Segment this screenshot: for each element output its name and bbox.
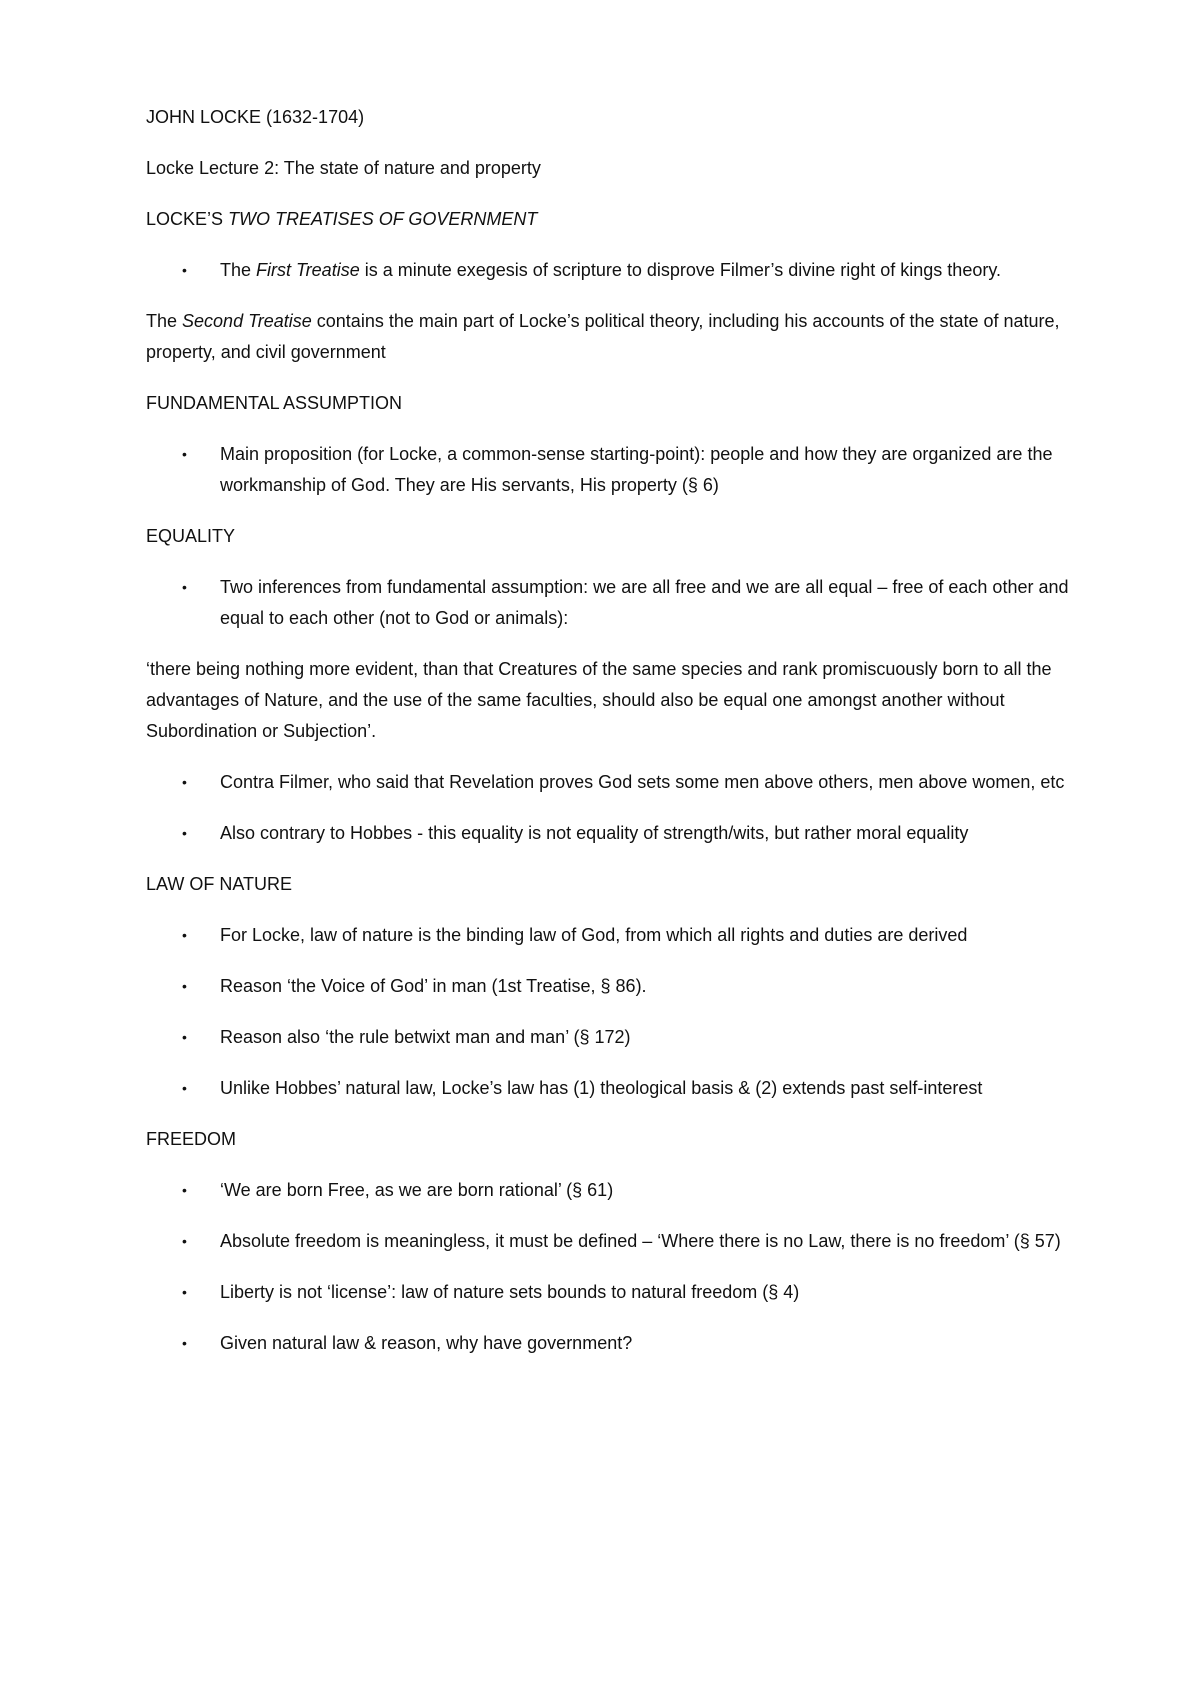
list-item: • Two inferences from fundamental assumption: we are all free and we are all equal – free of each other and equal to each other (not to God or animals): (146, 572, 1076, 634)
second-treatise-title: Second Treatise (182, 311, 312, 331)
document-title: JOHN LOCKE (1632-1704) (146, 107, 365, 127)
list-item: • Contra Filmer, who said that Revelation proves God sets some men above others, men above women, etc (146, 767, 1076, 798)
treatises-heading (146, 204, 1076, 235)
list-item: • Liberty is not ‘license’: law of nature sets bounds to natural freedom (§ 4) (146, 1277, 1076, 1308)
para-text-after: contains the main part of Locke’s political theory, including his accounts of the state of nature, property, and civil government (146, 311, 1060, 362)
document-body (146, 102, 1076, 1379)
first-treatise-title: First Treatise (256, 260, 360, 280)
section-heading-fundamental: FUNDAMENTAL ASSUMPTION (146, 393, 403, 413)
list-item: • Reason ‘the Voice of God’ in man (1st Treatise, § 86). (146, 971, 1076, 1002)
treatises-list (146, 255, 1076, 286)
second-treatise-paragraph (146, 306, 1076, 368)
lecture-subtitle: Locke Lecture 2: The state of nature and property (146, 158, 541, 178)
list-item: • Main proposition (for Locke, a common-sense starting-point): people and how they are organized are the workmanship of God. They are His servants, His property (§ 6) (146, 439, 1076, 501)
section-heading-freedom: FREEDOM (146, 1129, 236, 1149)
section-heading-law-of-nature: LAW OF NATURE (146, 874, 293, 894)
list-item: • Unlike Hobbes’ natural law, Locke’s law has (1) theological basis & (2) extends past self-interest (146, 1073, 1076, 1104)
law-of-nature-list (146, 920, 1076, 1104)
equality-list (146, 572, 1076, 634)
list-item: • ‘We are born Free, as we are born rational’ (§ 61) (146, 1175, 1076, 1206)
fundamental-list (146, 439, 1076, 501)
list-item: • Absolute freedom is meaningless, it must be defined – ‘Where there is no Law, there is no freedom’ (§ 57) (146, 1226, 1076, 1257)
bullet-text-before: The (220, 260, 257, 280)
bullet-text-after: is a minute exegesis of scripture to disprove Filmer’s divine right of kings theory. (359, 260, 1001, 280)
treatises-heading-prefix: LOCKE’S (146, 209, 229, 229)
freedom-list (146, 1175, 1076, 1359)
para-text-before: The (146, 311, 183, 331)
list-item: • For Locke, law of nature is the binding law of God, from which all rights and duties are derived (146, 920, 1076, 951)
list-item (146, 255, 1076, 286)
list-item: • Given natural law & reason, why have government? (146, 1328, 1076, 1359)
list-item: • Reason also ‘the rule betwixt man and man’ (§ 172) (146, 1022, 1076, 1053)
equality-list-after (146, 767, 1076, 849)
list-item: • Also contrary to Hobbes - this equality is not equality of strength/wits, but rather moral equality (146, 818, 1076, 849)
section-heading-equality: EQUALITY (146, 526, 236, 546)
treatises-heading-italic: TWO TREATISES OF GOVERNMENT (228, 209, 538, 229)
equality-quote: ‘there being nothing more evident, than that Creatures of the same species and rank promiscuously born to all the advantages of Nature, and the use of the same faculties, should also be equal one amongst another without Subordination or Subjection’. (146, 659, 1052, 741)
